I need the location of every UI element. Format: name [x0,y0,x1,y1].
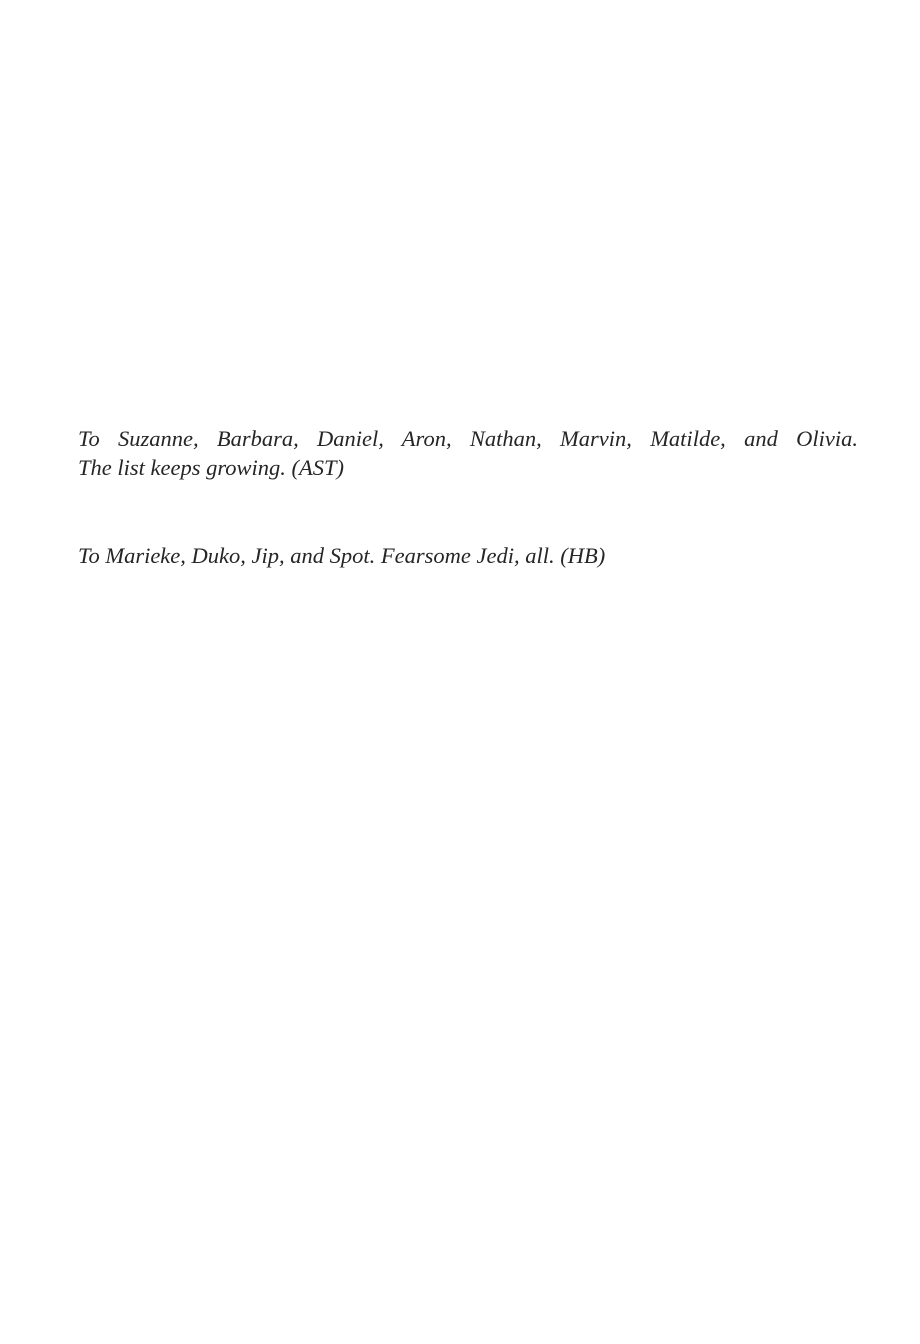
dedication-hb-line-1: To Marieke, Duko, Jip, and Spot. Fearsome Jedi, all. (HB) [78,543,606,568]
dedication-ast [78,424,858,482]
dedication-ast-line-1: To Suzanne, Barbara, Daniel, Aron, Nathan, Marvin, Matilde, and Olivia. [78,426,858,451]
dedication-hb [78,541,858,570]
dedication-ast-line-2: The list keeps growing. (AST) [78,455,345,480]
